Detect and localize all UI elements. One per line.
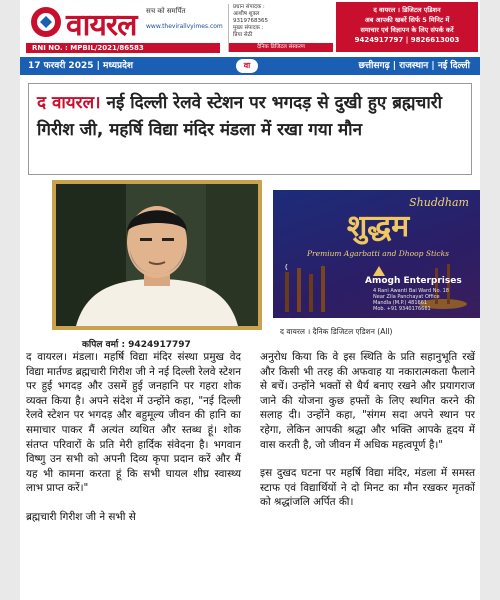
date-bar bbox=[20, 57, 480, 75]
advert-caption: द वायरल । दैनिक डिजिटल एडिशन (All) bbox=[280, 327, 393, 336]
incense-sticks-icon bbox=[281, 264, 351, 314]
headline-brand: द वायरल। bbox=[37, 93, 101, 113]
logo-text: वायरल bbox=[66, 8, 137, 43]
tagline: सच को समर्पित bbox=[146, 7, 186, 15]
advert-address-line: Mandla (M.P.) 481661 bbox=[373, 300, 428, 306]
contact-line: प्रधान संपादक : bbox=[233, 4, 265, 10]
article-paragraph: अनुरोध किया कि वे इस स्थिति के प्रति सहानुभूति रखें और किसी भी तरह की अफवाह या नकारात्मकता फैलाने से बचें। उन्होंने भक्तों से धैर्य बनाए रखने और प्रयागराज जाने की योजना कुछ हफ्तों के लिए स्थगित करने की सलाह दी। उन्होंने कहा, "संगम सदा अपने स्थान पर रहेगा, लेकिन आपकी श्रद्धा और भक्ति आपके हृदय में वास करती है, जो जीवन में अधिक महत्वपूर्ण है।" bbox=[260, 351, 475, 451]
contact-line: 9319768365 bbox=[233, 18, 268, 24]
date: 17 फरवरी 2025 bbox=[28, 61, 94, 71]
masthead bbox=[20, 0, 480, 55]
contact-line: मुख्य संपादक : bbox=[233, 25, 264, 31]
article-column-right bbox=[260, 350, 475, 524]
portrait-image bbox=[56, 184, 258, 326]
masthead-ad-line: द वायरल । डिजिटल एडिशन bbox=[373, 6, 441, 14]
advert-address-line: Mob. +91 9340176661 bbox=[373, 306, 431, 312]
rni-number: RNI NO. : MPBIL/2021/86583 bbox=[26, 43, 220, 53]
advert-address bbox=[373, 288, 449, 312]
masthead-ad bbox=[336, 2, 478, 52]
photo-caption: कपिल वर्मा : 9424917797 bbox=[82, 340, 191, 350]
headline-box bbox=[28, 83, 472, 175]
contact-line: आशीष शुक्ल bbox=[233, 11, 260, 17]
advert-subtitle: Premium Agarbatti and Dhoop Sticks bbox=[307, 249, 449, 258]
portrait-photo bbox=[52, 180, 262, 330]
state: मध्यप्रदेश bbox=[103, 61, 134, 71]
website-link[interactable]: www.thevirallvyimes.com bbox=[146, 23, 223, 30]
logo bbox=[26, 3, 223, 43]
logo-badge-icon bbox=[26, 5, 70, 39]
shuddham-advert bbox=[273, 190, 480, 318]
regions: छत्तीसगढ़ | राजस्थान | नई दिल्ली bbox=[358, 61, 470, 71]
advert-address-line: 4 Rani Awanti Bai Ward No. 18 bbox=[373, 288, 449, 294]
masthead-ad-phones: 9424917797 | 9826613003 bbox=[354, 36, 460, 44]
newspaper-page bbox=[20, 0, 480, 600]
advert-address-line: Near Zila Panchayat Office bbox=[373, 294, 440, 300]
headline bbox=[37, 90, 463, 144]
advert-company: Amogh Enterprises bbox=[365, 276, 462, 286]
mini-logo-icon: वा bbox=[236, 59, 258, 73]
amogh-logo-icon bbox=[373, 266, 385, 276]
article-paragraph: ब्रह्मचारी गिरीश जी ने सभी से bbox=[26, 510, 136, 523]
article-paragraph: द वायरल। मंडला। महर्षि विद्या मंदिर संस्था प्रमुख वेद विद्या मार्तण्ड ब्रह्मचारी गिरीश जी ने नई दिल्ली रेलवे स्टेशन पर हुई भगदड़ और उसमें हुई जनहानि पर गहरा शोक व्यक्त किया है। अपने संदेश में उन्होंने कहा, "नई दिल्ली रेलवे स्टेशन पर भगदड़ और बहुमूल्य जीवन की हानि का समाचार पाकर मैं अत्यंत व्यथित और स्तब्ध हूं। शोक संतप्त परिवारों के प्रति मेरी हार्दिक संवेदना है। भगवान विष्णु उन सभी को अपनी दिव्य कृपा प्रदान करें और मैं यह भी कामना करता हूं कि सभी घायल शीघ्र स्वास्थ्य लाभ प्राप्त करें।" bbox=[26, 351, 241, 495]
editor-contacts bbox=[228, 4, 332, 52]
article-column-left bbox=[26, 350, 241, 539]
date-state: 17 फरवरी 2025 | मध्यप्रदेश bbox=[28, 61, 134, 71]
contact-edition-bar: दैनिक डिजिटल संस्करण bbox=[229, 43, 333, 52]
advert-title-en: Shuddham bbox=[409, 196, 469, 209]
masthead-ad-line: समाचार एवं विज्ञापन के लिए संपर्क करें bbox=[360, 26, 454, 34]
article-paragraph: इस दुखद घटना पर महर्षि विद्या मंदिर, मंडला में समस्त स्टाफ एवं विद्यार्थियों ने दो मिनट का मौन रखकर मृतकों को श्रद्धांजलि अर्पित की। bbox=[260, 467, 475, 509]
masthead-ad-line: अब आपकी खबरें सिर्फ 5 मिनिट में bbox=[364, 16, 450, 24]
contact-line: प्रिया सेठी bbox=[233, 32, 253, 38]
advert-title-hi: शुद्धम bbox=[346, 209, 410, 244]
headline-text: नई दिल्ली रेलवे स्टेशन पर भगदड़ से दुखी हुए ब्रह्मचारी गिरीश जी, महर्षि विद्या मंदिर मंडला में रखा गया मौन bbox=[37, 93, 443, 140]
